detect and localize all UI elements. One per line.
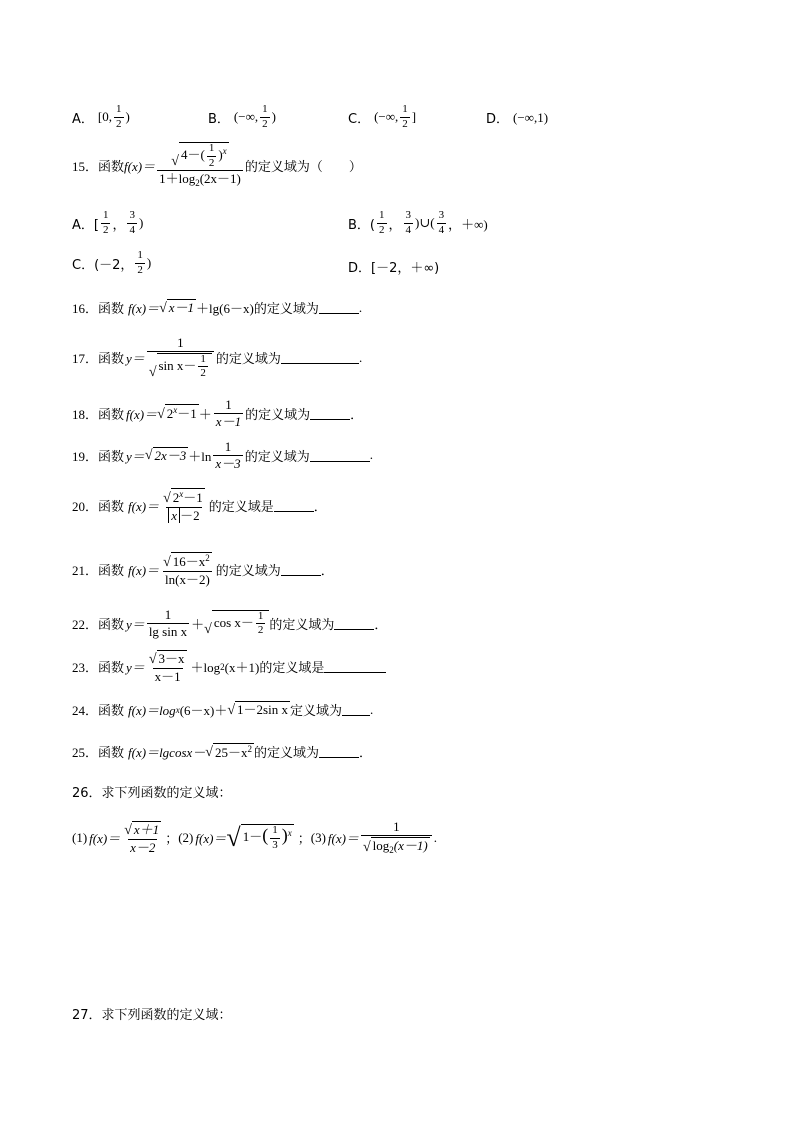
question-22: 22． 函数 y＝ $\frac{1}{\text{lg sin x}}$ ＋ √ cos x－ $\frac{1}{2}$ 的定义域为 ． — [72, 607, 388, 639]
question-26-parts: (1) f(x)＝ √ x＋1 x－2 ； (2) f(x)＝ √ 1－( $\frac{1}{3}$ )$^x$ ； (3) f(x)＝ 1 √ $\log_2(x-1)$ . — [72, 819, 437, 856]
question-20: 20． 函数 f(x)＝ √ $2^x-1$ x －2 的定义域是 ． — [72, 489, 327, 523]
question-27-title: 27．求下列函数的定义域： — [72, 1008, 232, 1023]
question-16: 16． 函数 f(x)＝ √ x－1 ＋lg(6－x) 的定义域为 . — [72, 299, 363, 317]
question-19: 19． 函数 y＝ √ 2x－3 ＋ln $\frac{1}{x-3}$ 的定义域为 . — [72, 439, 373, 471]
q15-option-c: C．(－2， $\frac{1}{2}$ ) — [72, 249, 152, 276]
question-23: 23． 函数 y＝ √ 3－x x－1 ＋log 2 (x＋1) 的定义域是 — [72, 650, 386, 683]
q14-option-c: C． (−∞, $\frac{1}{2}$ ] — [348, 103, 417, 130]
question-25: 25． 函数 f(x)＝lgcosx－ √ $25-x^2$ 的定义域为 ． — [72, 743, 373, 761]
question-24: 24． 函数 f(x)＝log x (6－x)＋ √ 1－2sin x 定义域为 . — [72, 701, 374, 719]
question-17: 17． 函数 y＝ 1 √ sin x－ $\frac{1}{2}$ 的定义域为 . — [72, 335, 363, 380]
question-18: 18． 函数 f(x)＝ √ $2^x-1$ ＋ $\frac{1}{x-1}$ 的定义域为 ． — [72, 397, 364, 429]
question-15: 15． 函数 f(x)＝ √ 4－( $\frac{1}{2}$ )$^x$ $1+\log_2(2x-1)$ 的定义域为（ ） — [72, 142, 362, 189]
question-21: 21． 函数 f(x)＝ √ $16-x^2$ ln(x－2) 的定义域为 ． — [72, 553, 334, 587]
q15-option-b: B．( $\frac{1}{2}$ ， $\frac{3}{4}$ )∪( $\frac{3}{4}$ ，＋∞) — [348, 209, 488, 236]
q15-option-d: D．[－2，＋∞) — [348, 261, 440, 276]
question-26-title: 26．求下列函数的定义域： — [72, 786, 232, 801]
q14-option-a: A． [0, $\frac{1}{2}$ ) — [72, 103, 130, 130]
q14-option-b: B． (−∞, $\frac{1}{2}$ ) — [208, 103, 276, 130]
q15-option-a: A．[ $\frac{1}{2}$ ， $\frac{3}{4}$ ) — [72, 209, 144, 236]
q14-option-d: D． (−∞,1) — [486, 109, 549, 127]
